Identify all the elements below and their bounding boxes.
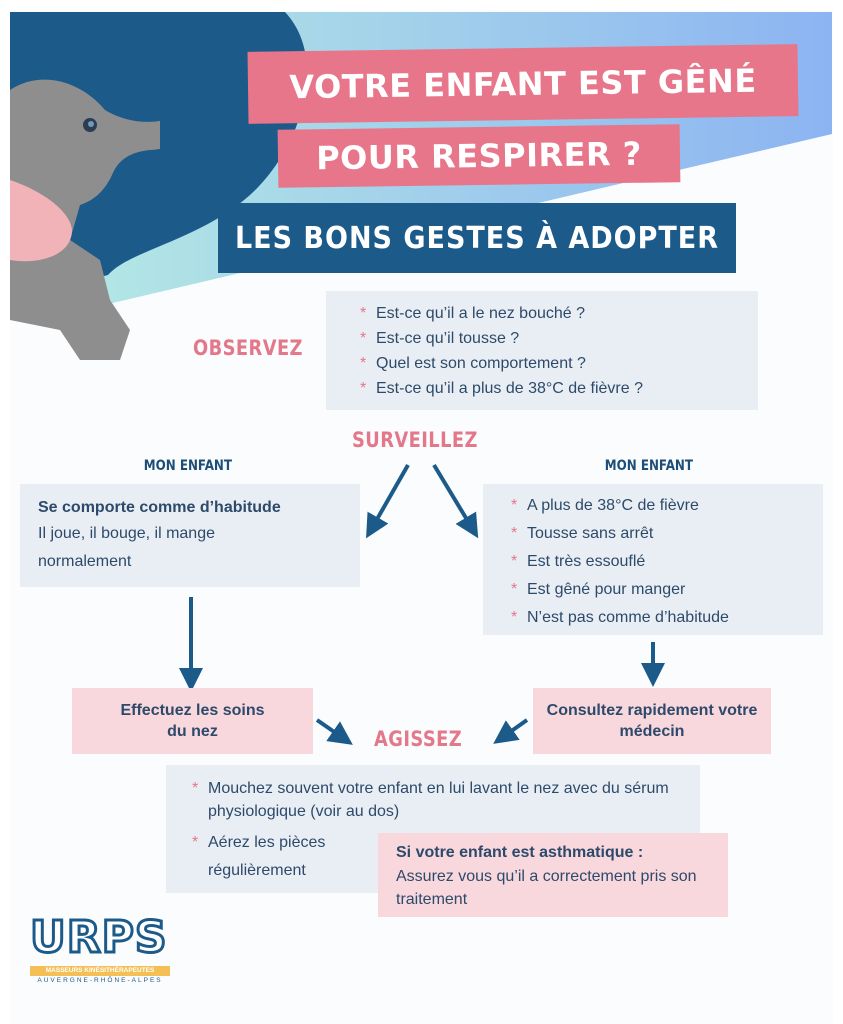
logo-wordmark: URPS [30,912,168,963]
nose-care-box [72,688,313,754]
asterisk-icon: * [192,780,199,797]
list-item-text: Mouchez souvent votre enfant en lui lavant le nez avec du sérum physiologique (voir au dos) [208,780,669,820]
list-item [192,829,382,885]
asthma-box [378,833,728,917]
list-item-text: Est très essouflé [527,553,646,570]
asthma-title: Si votre enfant est asthmatique : [396,844,644,861]
consult-doctor-text: Consultez rapidement votre médecin [546,702,758,740]
list-item-text: Est-ce qu’il tousse ? [376,330,520,347]
asterisk-icon: * [511,497,518,514]
normal-behavior-title: Se comporte comme d’habitude [38,499,281,516]
logo-line-1: MASSEURS KINÉSITHÉRAPEUTES [30,966,170,976]
list-item-text: Tousse sans arrêt [527,525,654,542]
list-item-text: N’est pas comme d’habitude [527,609,729,626]
title-line-1: VOTRE ENFANT EST GÊNÉ [248,44,799,124]
asthma-text: Assurez vous qu’il a correctement pris son traitement [396,868,697,908]
list-item-text: Aérez les pièces régulièrement [208,834,326,879]
right-heading: MON ENFANT [604,458,693,474]
asterisk-icon: * [360,355,367,372]
list-item-text: Quel est son comportement ? [376,355,586,372]
asterisk-icon: * [511,525,518,542]
asterisk-icon: * [511,553,518,570]
subtitle-banner: LES BONS GESTES À ADOPTER [218,203,736,273]
arrow-icon [434,465,472,528]
asterisk-icon: * [360,330,367,347]
asterisk-icon: * [511,581,518,598]
asterisk-icon: * [360,305,367,322]
urps-logo [30,912,180,1002]
list-item-text: Est gêné pour manger [527,581,686,598]
list-item-text: A plus de 38°C de fièvre [527,497,699,514]
logo-line-2: AUVERGNE-RHÔNE-ALPES [37,977,163,984]
title-line-2: POUR RESPIRER ? [278,124,681,188]
asterisk-icon: * [511,609,518,626]
arrow-icon [317,720,343,738]
list-item [192,777,682,823]
monitor-label: SURVEILLEZ [352,428,478,452]
left-heading: MON ENFANT [143,458,232,474]
nose-care-text: Effectuez les soins du nez [120,702,265,740]
asterisk-icon: * [192,834,199,851]
arrow-icon [372,465,408,528]
act-label: AGISSEZ [374,727,463,751]
arrow-icon [503,720,527,737]
observe-label: OBSERVEZ [193,336,303,360]
normal-behavior-text: Il joue, il bouge, il mange normalement [38,525,215,570]
consult-doctor-box [533,688,771,754]
list-item-text: Est-ce qu’il a le nez bouché ? [376,305,586,322]
asterisk-icon: * [360,380,367,397]
list-item-text: Est-ce qu’il a plus de 38°C de fièvre ? [376,380,643,397]
